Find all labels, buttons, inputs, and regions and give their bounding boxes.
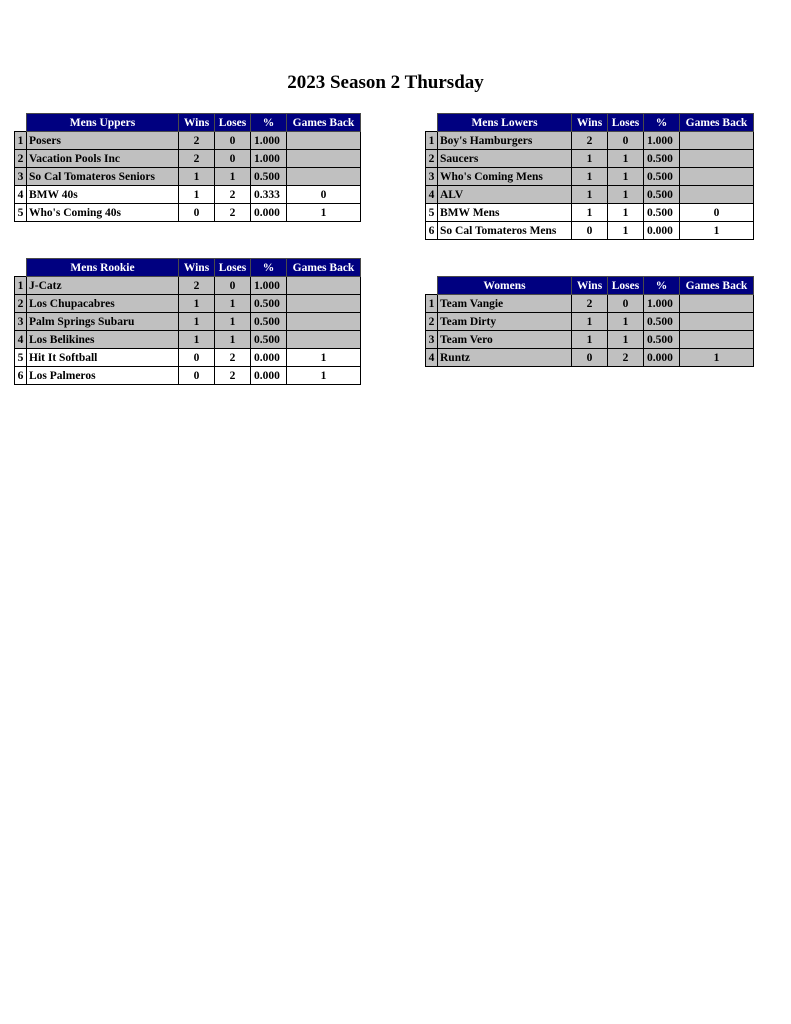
wins: 1 <box>179 313 215 331</box>
games-back <box>287 295 361 313</box>
rank: 1 <box>15 132 27 150</box>
pct: 1.000 <box>251 150 287 168</box>
team-name: So Cal Tomateros Mens <box>438 222 572 240</box>
loses: 1 <box>608 168 644 186</box>
table-row <box>426 150 754 168</box>
pct: 0.000 <box>251 349 287 367</box>
rank-header <box>15 114 27 132</box>
wins: 1 <box>572 168 608 186</box>
rank-header <box>426 277 438 295</box>
wins: 0 <box>179 204 215 222</box>
table-row <box>15 349 361 367</box>
rank: 4 <box>426 349 438 367</box>
team-name: Posers <box>27 132 179 150</box>
wins: 1 <box>179 168 215 186</box>
pct: 1.000 <box>251 277 287 295</box>
pct: 0.333 <box>251 186 287 204</box>
rank: 5 <box>426 204 438 222</box>
games-back: 1 <box>680 349 754 367</box>
pct: 0.000 <box>251 204 287 222</box>
pct: 0.500 <box>644 331 680 349</box>
games-back-header: Games Back <box>680 277 754 295</box>
games-back <box>680 132 754 150</box>
pct-header: % <box>251 259 287 277</box>
table-row <box>15 204 361 222</box>
loses: 0 <box>215 277 251 295</box>
team-name: Los Palmeros <box>27 367 179 385</box>
pct: 0.000 <box>251 367 287 385</box>
games-back-header: Games Back <box>287 114 361 132</box>
rank: 3 <box>426 168 438 186</box>
rank: 1 <box>426 295 438 313</box>
team-name: Team Vangie <box>438 295 572 313</box>
loses: 1 <box>215 295 251 313</box>
team-name: Vacation Pools Inc <box>27 150 179 168</box>
womens-table <box>425 276 754 367</box>
pct: 1.000 <box>644 132 680 150</box>
pct: 0.500 <box>251 331 287 349</box>
pct: 0.000 <box>644 222 680 240</box>
wins: 2 <box>572 132 608 150</box>
wins-header: Wins <box>179 114 215 132</box>
team-name: Team Dirty <box>438 313 572 331</box>
mens-lowers-table <box>425 113 754 240</box>
pct-header: % <box>251 114 287 132</box>
table-row <box>426 132 754 150</box>
games-back <box>680 186 754 204</box>
loses: 2 <box>215 204 251 222</box>
pct: 0.500 <box>644 150 680 168</box>
table-row <box>15 277 361 295</box>
team-name: Boy's Hamburgers <box>438 132 572 150</box>
table-header-row <box>426 277 754 295</box>
wins: 0 <box>572 349 608 367</box>
loses-header: Loses <box>215 259 251 277</box>
wins: 2 <box>179 277 215 295</box>
table-header-row <box>426 114 754 132</box>
table-row <box>426 186 754 204</box>
loses: 1 <box>215 313 251 331</box>
table-row <box>15 331 361 349</box>
pct: 0.500 <box>644 186 680 204</box>
loses: 0 <box>215 150 251 168</box>
table-row <box>15 186 361 204</box>
rank-header <box>426 114 438 132</box>
team-name: Who's Coming Mens <box>438 168 572 186</box>
loses: 1 <box>608 313 644 331</box>
rank: 3 <box>15 313 27 331</box>
games-back <box>287 313 361 331</box>
mens-uppers-table <box>14 113 361 222</box>
wins: 1 <box>572 186 608 204</box>
team-name: So Cal Tomateros Seniors <box>27 168 179 186</box>
loses: 1 <box>608 222 644 240</box>
table-header-row <box>15 114 361 132</box>
pct: 0.500 <box>644 204 680 222</box>
games-back <box>287 150 361 168</box>
wins-header: Wins <box>572 277 608 295</box>
wins: 0 <box>572 222 608 240</box>
table-row <box>15 367 361 385</box>
pct: 0.500 <box>251 168 287 186</box>
games-back <box>287 132 361 150</box>
team-name: ALV <box>438 186 572 204</box>
team-name: BMW 40s <box>27 186 179 204</box>
loses: 0 <box>608 295 644 313</box>
pct: 0.500 <box>644 313 680 331</box>
games-back <box>287 277 361 295</box>
games-back <box>680 313 754 331</box>
games-back <box>287 331 361 349</box>
wins: 1 <box>572 150 608 168</box>
wins-header: Wins <box>572 114 608 132</box>
table-row <box>15 313 361 331</box>
team-name: Saucers <box>438 150 572 168</box>
rank: 2 <box>15 150 27 168</box>
team-name: BMW Mens <box>438 204 572 222</box>
games-back <box>287 168 361 186</box>
loses: 2 <box>215 186 251 204</box>
wins: 1 <box>572 313 608 331</box>
rank: 6 <box>426 222 438 240</box>
division-title: Mens Lowers <box>438 114 572 132</box>
pct-header: % <box>644 277 680 295</box>
table-row <box>426 313 754 331</box>
rank: 2 <box>426 313 438 331</box>
games-back <box>680 168 754 186</box>
table-row <box>15 168 361 186</box>
loses: 2 <box>215 349 251 367</box>
team-name: J-Catz <box>27 277 179 295</box>
loses: 1 <box>215 331 251 349</box>
pct: 1.000 <box>644 295 680 313</box>
pct: 0.500 <box>644 168 680 186</box>
table-row <box>426 222 754 240</box>
wins: 0 <box>179 367 215 385</box>
loses: 2 <box>608 349 644 367</box>
division-title: Mens Rookie <box>27 259 179 277</box>
pct: 0.500 <box>251 313 287 331</box>
games-back: 1 <box>680 222 754 240</box>
table-row <box>426 168 754 186</box>
rank: 2 <box>426 150 438 168</box>
rank: 2 <box>15 295 27 313</box>
wins-header: Wins <box>179 259 215 277</box>
games-back: 0 <box>680 204 754 222</box>
team-name: Los Belikines <box>27 331 179 349</box>
rank: 4 <box>15 331 27 349</box>
loses: 2 <box>215 367 251 385</box>
wins: 1 <box>572 331 608 349</box>
loses: 1 <box>608 186 644 204</box>
table-row <box>15 150 361 168</box>
table-row <box>426 331 754 349</box>
games-back <box>680 150 754 168</box>
table-row <box>426 204 754 222</box>
page-title: 2023 Season 2 Thursday <box>287 72 484 93</box>
team-name: Runtz <box>438 349 572 367</box>
rank: 3 <box>15 168 27 186</box>
games-back: 1 <box>287 349 361 367</box>
wins: 2 <box>179 150 215 168</box>
rank: 5 <box>15 349 27 367</box>
wins: 1 <box>179 186 215 204</box>
team-name: Hit It Softball <box>27 349 179 367</box>
table-row <box>15 132 361 150</box>
games-back: 1 <box>287 204 361 222</box>
pct: 0.000 <box>644 349 680 367</box>
loses-header: Loses <box>608 277 644 295</box>
wins: 1 <box>179 331 215 349</box>
pct: 0.500 <box>251 295 287 313</box>
rank: 6 <box>15 367 27 385</box>
loses-header: Loses <box>215 114 251 132</box>
wins: 0 <box>179 349 215 367</box>
games-back-header: Games Back <box>680 114 754 132</box>
loses: 0 <box>215 132 251 150</box>
pct-header: % <box>644 114 680 132</box>
games-back: 1 <box>287 367 361 385</box>
loses: 1 <box>608 150 644 168</box>
loses: 1 <box>608 331 644 349</box>
wins: 2 <box>572 295 608 313</box>
wins: 1 <box>179 295 215 313</box>
games-back <box>680 295 754 313</box>
table-row <box>426 349 754 367</box>
team-name: Los Chupacabres <box>27 295 179 313</box>
team-name: Palm Springs Subaru <box>27 313 179 331</box>
pct: 1.000 <box>251 132 287 150</box>
rank-header <box>15 259 27 277</box>
loses-header: Loses <box>608 114 644 132</box>
division-title: Mens Uppers <box>27 114 179 132</box>
division-title: Womens <box>438 277 572 295</box>
team-name: Team Vero <box>438 331 572 349</box>
rank: 3 <box>426 331 438 349</box>
rank: 4 <box>15 186 27 204</box>
loses: 0 <box>608 132 644 150</box>
rank: 5 <box>15 204 27 222</box>
table-header-row <box>15 259 361 277</box>
loses: 1 <box>215 168 251 186</box>
table-row <box>426 295 754 313</box>
games-back <box>680 331 754 349</box>
table-row <box>15 295 361 313</box>
loses: 1 <box>608 204 644 222</box>
games-back: 0 <box>287 186 361 204</box>
wins: 1 <box>572 204 608 222</box>
rank: 1 <box>426 132 438 150</box>
mens-rookie-table <box>14 258 361 385</box>
team-name: Who's Coming 40s <box>27 204 179 222</box>
wins: 2 <box>179 132 215 150</box>
games-back-header: Games Back <box>287 259 361 277</box>
rank: 1 <box>15 277 27 295</box>
rank: 4 <box>426 186 438 204</box>
